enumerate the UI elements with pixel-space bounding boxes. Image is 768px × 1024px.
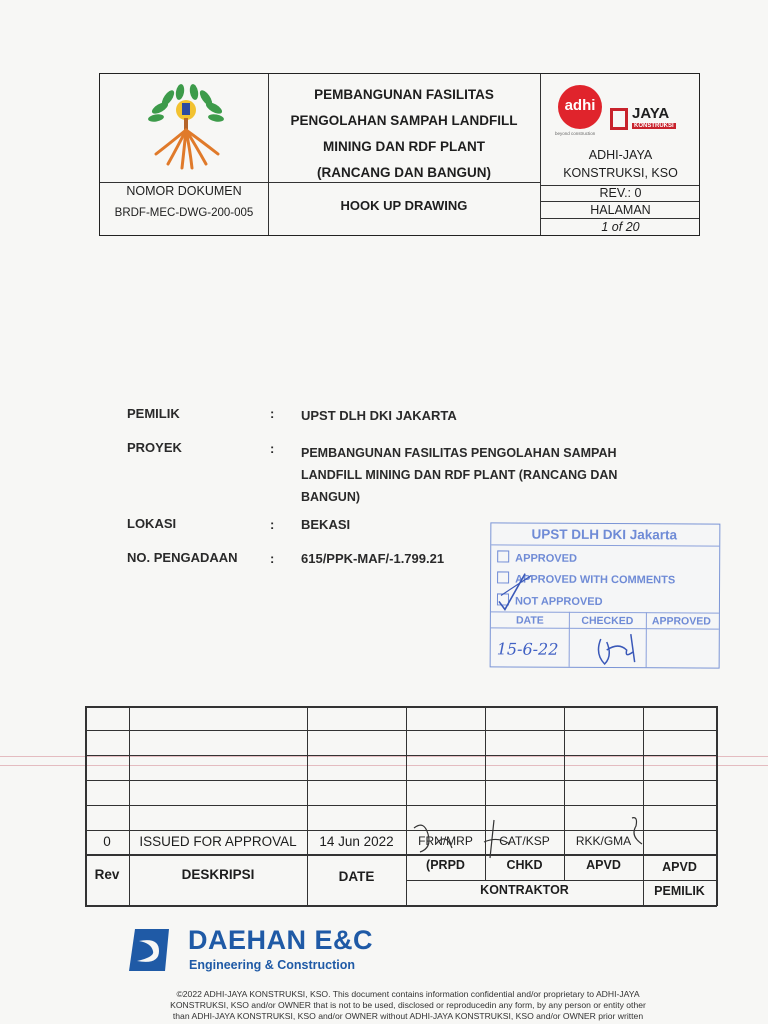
col-header-description: DESKRIPSI (181, 867, 255, 882)
jaya-logo-sub: KONSTRUKSI (634, 123, 674, 129)
divider (406, 706, 407, 906)
signature-icon (598, 634, 634, 664)
owner-group-label: PEMILIK (654, 884, 705, 898)
document-header (99, 73, 700, 236)
stamp-col-date: DATE (515, 614, 544, 627)
signature-icon (632, 818, 642, 844)
separator: : (270, 517, 275, 532)
stamp-col-approved: APPROVED (651, 615, 711, 628)
owner-label: PEMILIK (127, 406, 180, 421)
project-value-line: LANDFILL MINING DAN RDF PLANT (RANCANG DAN (301, 468, 618, 482)
divider (85, 805, 717, 806)
contractor-group-label: KONTRAKTOR (480, 883, 569, 897)
separator: : (270, 441, 275, 456)
doc-title: HOOK UP DRAWING (340, 198, 468, 213)
project-title (268, 82, 540, 186)
divider (85, 730, 717, 731)
adhi-logo (558, 85, 602, 129)
procurement-number-value: 615/PPK-MAF/-1.799.21 (301, 551, 445, 566)
procurement-number-label: NO. PENGADAAN (127, 550, 238, 565)
project-title-line: MINING DAN RDF PLANT (323, 139, 485, 154)
description-cell: ISSUED FOR APPROVAL (139, 834, 297, 849)
copyright-line: ©2022 ADHI-JAYA KONSTRUKSI, KSO. This document contains information confidential and/or proprietary to ADHI-JAYA (176, 989, 640, 999)
daehan-logo-icon (125, 927, 175, 973)
signature-icon (414, 825, 452, 852)
separator: : (270, 551, 275, 566)
divider (85, 706, 717, 708)
contractor-name-line: KONSTRUKSI, KSO (563, 166, 678, 180)
copyright-notice (118, 989, 698, 1022)
stamp-option-label: APPROVED (515, 552, 577, 565)
divider (85, 755, 717, 756)
page-number: 1 of 20 (601, 220, 640, 234)
page-label: HALAMAN (590, 203, 651, 217)
col-header-checked: CHKD (506, 858, 543, 872)
copyright-line: KONSTRUKSI, KSO and/or OWNER that is not to be used, disclosed or reproducedin any form, by any person or entity other (170, 1000, 646, 1010)
stamp-handwriting (491, 523, 722, 669)
approval-stamp (490, 522, 721, 668)
contractor-name-line: ADHI-JAYA (588, 148, 653, 162)
divider (100, 182, 268, 183)
project-value-line: BANGUN) (301, 490, 361, 504)
stamp-date-value: 15-6-22 (496, 639, 559, 659)
revision-table (85, 706, 717, 906)
adhi-tagline: beyond construction (555, 131, 596, 136)
divider (85, 905, 717, 907)
location-label: LOKASI (127, 516, 177, 531)
stamp-title: UPST DLH DKI Jakarta (531, 526, 678, 543)
prepared-by-cell: FRN/MRP (418, 834, 473, 848)
project-value (301, 442, 617, 508)
checked-by-cell: CAT/KSP (499, 834, 550, 848)
col-header-date: DATE (338, 869, 375, 884)
col-header-approved: APVD (586, 858, 621, 872)
col-header-prepared: (PRPD (426, 858, 465, 872)
checkmark-icon (499, 573, 525, 609)
divider (406, 880, 717, 881)
col-header-owner-approved: APVD (662, 860, 697, 874)
stamp-col-checked: CHECKED (581, 614, 634, 628)
jaya-logo-text: JAYA (632, 105, 670, 122)
checkmark-stroke (501, 575, 531, 595)
revision-number: REV.: 0 (599, 186, 642, 200)
divider (540, 201, 699, 202)
project-title-line: (RANCANG DAN BANGUN) (317, 165, 491, 180)
approved-by-cell: RKK/GMA (575, 834, 632, 848)
copyright-line: than ADHI-JAYA KONSTRUKSI, KSO and/or OWNER without ADHI-JAYA KONSTRUKSI, KSO and/or OWNER prior written (172, 1011, 644, 1021)
jaya-logo-icon (610, 108, 628, 130)
divider (643, 706, 644, 906)
location-value: BEKASI (301, 517, 351, 532)
owner-value: UPST DLH DKI JAKARTA (301, 408, 457, 423)
signature-icon (484, 820, 510, 858)
project-label: PROYEK (127, 440, 182, 455)
date-cell: 14 Jun 2022 (319, 834, 394, 849)
adhi-logo-text: adhi (564, 97, 596, 114)
rev-cell: 0 (103, 834, 111, 849)
jakarta-tree-logo-icon (144, 84, 228, 170)
project-title-line: PENGOLAHAN SAMPAH LANDFILL (290, 113, 518, 128)
project-title-line: PEMBANGUNAN FASILITAS (314, 87, 494, 102)
divider (716, 706, 718, 906)
doc-number: BRDF-MEC-DWG-200-005 (114, 207, 254, 219)
signatures (406, 814, 646, 864)
stamp-option-label: NOT APPROVED (514, 595, 603, 608)
divider (540, 218, 699, 219)
col-header-rev: Rev (94, 867, 120, 882)
company-name: DAEHAN E&C (188, 925, 374, 955)
separator: : (270, 406, 275, 421)
contractor-name (540, 146, 701, 182)
project-value-line: PEMBANGUNAN FASILITAS PENGOLAHAN SAMPAH (301, 446, 617, 460)
divider (85, 780, 717, 781)
doc-number-label: NOMOR DOKUMEN (126, 184, 242, 198)
stamp-option-label: APPROVED WITH COMMENTS (515, 573, 676, 587)
company-tagline: Engineering & Construction (189, 958, 355, 972)
